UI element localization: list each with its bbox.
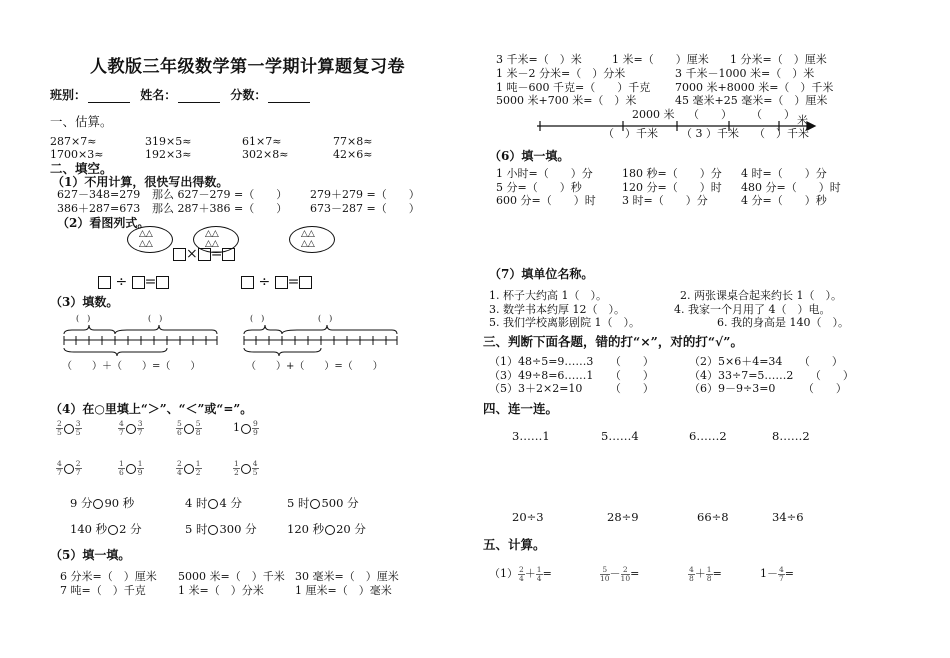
brace-label: ( ) bbox=[318, 314, 333, 323]
estimate-cell: 42×6≈ bbox=[333, 148, 373, 161]
judge-item: （3）49÷8=6……1 （ ） bbox=[489, 369, 654, 382]
q7-item: 4. 我家一个月用了 4（ ）电。 bbox=[674, 303, 831, 316]
fraction-compare: $\frac{1}{6}$ $\frac{1}{9}$ bbox=[119, 459, 143, 477]
numline-bottom-label: （ ）千米 bbox=[754, 127, 809, 140]
brace-label: ( ) bbox=[76, 314, 91, 323]
triangle-icon: △△ bbox=[205, 229, 219, 239]
calc-item: $\frac{5}{10}$ － $\frac{2}{10}$ = bbox=[600, 565, 640, 583]
name-label: 姓名： bbox=[140, 88, 177, 102]
unit-cell: 3 千米=（ ）米 bbox=[496, 53, 582, 66]
q6-cell: 1 小时=（ ）分 bbox=[496, 167, 593, 180]
judge-item: （6）9－9÷3=0 （ ） bbox=[689, 382, 847, 395]
q1-cell: 那么 627－279 =（ ） bbox=[152, 188, 288, 201]
compare-circle[interactable] bbox=[208, 499, 218, 509]
fraction-compare: $\frac{1}{2}$ $\frac{4}{5}$ bbox=[234, 459, 258, 477]
triangle-group bbox=[289, 226, 335, 253]
numline-top-blank[interactable]: （ ） bbox=[688, 108, 732, 121]
q2-multiply-equation bbox=[173, 246, 235, 262]
student-info bbox=[50, 89, 316, 103]
class-blank[interactable] bbox=[88, 91, 130, 103]
q5-cell: 6 分米=（ ）厘米 bbox=[60, 570, 157, 583]
numline-top-blank[interactable]: （ ） bbox=[751, 108, 795, 121]
triangle-icon: △△ bbox=[301, 239, 315, 249]
page-title: 人教版三年级数学第一学期计算题复习卷 bbox=[90, 57, 405, 77]
divide-sign: ÷ bbox=[258, 274, 271, 290]
match-bottom-item[interactable]: 20÷3 bbox=[512, 510, 544, 524]
estimate-cell: 61×7≈ bbox=[242, 135, 282, 148]
calc-item: $\frac{4}{8}$ ＋ $\frac{1}{8}$ = bbox=[689, 565, 722, 583]
score-blank[interactable] bbox=[268, 91, 310, 103]
match-top-item[interactable]: 8……2 bbox=[772, 429, 810, 443]
calc-label: （1） bbox=[489, 567, 518, 580]
q6-cell: 120 分=（ ）时 bbox=[622, 181, 722, 194]
q5-cell: 7 吨=（ ）千克 bbox=[60, 584, 146, 597]
unit-cell: 1 分米=（ ）厘米 bbox=[730, 53, 827, 66]
brace-label: ( ) bbox=[250, 314, 265, 323]
answer-box[interactable] bbox=[241, 276, 254, 289]
calc-item: $\frac{2}{4}$ ＋ $\frac{1}{4}$ = bbox=[519, 565, 552, 583]
section-5-heading: 五、计算。 bbox=[483, 537, 546, 552]
judge-item: （5）3＋2×2=10 （ ） bbox=[489, 382, 654, 395]
section-2-heading: 二、填空。 bbox=[50, 161, 113, 176]
q6-cell: 600 分=（ ）时 bbox=[496, 194, 596, 207]
numline-arrow-label: 米 bbox=[797, 114, 808, 127]
q1-cell: 那么 287＋386 =（ ） bbox=[152, 202, 288, 215]
multiply-sign: × bbox=[186, 246, 198, 262]
fraction-compare: $\frac{4}{7}$ $\frac{3}{7}$ bbox=[119, 419, 143, 437]
estimate-cell: 287×7≈ bbox=[50, 135, 97, 148]
triangle-group bbox=[127, 226, 173, 253]
q2-divide-equation bbox=[241, 274, 312, 290]
equals-sign: = bbox=[210, 246, 223, 262]
unit-cell: 3 千米－1000 米=（ ）米 bbox=[675, 67, 815, 80]
compare-circle[interactable] bbox=[184, 424, 194, 434]
q7-item: 3. 数学书本约厚 12（ ）。 bbox=[489, 303, 625, 316]
q5-cell: 5000 米=（ ）千米 bbox=[178, 570, 285, 583]
compare-circle[interactable] bbox=[241, 424, 251, 434]
q2-label: （2）看图列式。 bbox=[57, 216, 150, 230]
brace-label: ( ) bbox=[148, 314, 163, 323]
q1-cell: 279＋279 =（ ） bbox=[310, 188, 420, 201]
compare-circle[interactable] bbox=[241, 464, 251, 474]
compare-circle[interactable] bbox=[325, 525, 335, 535]
answer-box[interactable] bbox=[299, 276, 312, 289]
unit-cell: 1 吨－600 千克=（ ）千克 bbox=[496, 81, 651, 94]
triangle-icon: △△ bbox=[139, 229, 153, 239]
q3-formula-1: （ ）＋（ ）=（ ） bbox=[62, 361, 201, 372]
compare-circle[interactable] bbox=[126, 424, 136, 434]
q1-cell: 627－348=279 bbox=[57, 188, 141, 201]
compare-circle[interactable] bbox=[108, 525, 118, 535]
answer-box[interactable] bbox=[156, 276, 169, 289]
match-top-item[interactable]: 5……4 bbox=[601, 429, 639, 443]
time-compare: 5 时 500 分 bbox=[287, 496, 359, 510]
triangle-icon: △△ bbox=[301, 229, 315, 239]
q7-item: 2. 两张课桌合起来约长 1（ ）。 bbox=[680, 289, 842, 302]
unit-cell: 7000 米+8000 米=（ ）千米 bbox=[675, 81, 834, 94]
q7-item: 5. 我们学校离影剧院 1（ ）。 bbox=[489, 316, 640, 329]
equals-sign: = bbox=[144, 274, 157, 290]
match-bottom-item[interactable]: 66÷8 bbox=[697, 510, 729, 524]
compare-circle[interactable] bbox=[93, 499, 103, 509]
time-compare: 9 分 90 秒 bbox=[70, 496, 135, 510]
q1-cell: 386＋287=673 bbox=[57, 202, 141, 215]
answer-box[interactable] bbox=[222, 248, 235, 261]
judge-item: （2）5×6＋4=34 （ ） bbox=[689, 355, 843, 368]
q6-cell: 180 秒=（ ）分 bbox=[622, 167, 722, 180]
q5-cell: 1 米=（ ）分米 bbox=[178, 584, 264, 597]
calc-item: 1－ $\frac{4}{7}$ = bbox=[760, 565, 794, 583]
numline-top-label: 2000 米 bbox=[632, 108, 675, 121]
compare-circle[interactable] bbox=[64, 424, 74, 434]
q7-item: 6. 我的身高是 140（ ）。 bbox=[717, 316, 849, 329]
q6-cell: 3 时=（ ）分 bbox=[622, 194, 708, 207]
class-label: 班别： bbox=[50, 88, 87, 102]
unit-cell: 5000 米+700 米=（ ）米 bbox=[496, 94, 637, 107]
unit-cell: 1 米=（ ）厘米 bbox=[612, 53, 709, 66]
time-compare: 140 秒 2 分 bbox=[70, 522, 142, 536]
section-3-heading: 三、判断下面各题，错的打“×”，对的打“√”。 bbox=[483, 334, 743, 349]
estimate-cell: 302×8≈ bbox=[242, 148, 289, 161]
q6-cell: 4 分=（ ）秒 bbox=[741, 194, 827, 207]
estimate-cell: 1700×3≈ bbox=[50, 148, 104, 161]
q6-cell: 5 分=（ ）秒 bbox=[496, 181, 582, 194]
match-bottom-item[interactable]: 28÷9 bbox=[607, 510, 639, 524]
unit-cell: 1 米－2 分米=（ ）分米 bbox=[496, 67, 626, 80]
q7-label: （7）填单位名称。 bbox=[489, 267, 594, 281]
answer-box[interactable] bbox=[173, 248, 186, 261]
judge-item: （4）33÷7=5……2 （ ） bbox=[689, 369, 854, 382]
q6-cell: 480 分=（ ）时 bbox=[741, 181, 841, 194]
q1-cell: 673－287 =（ ） bbox=[310, 202, 420, 215]
q4-label: （4）在○里填上“＞”、“＜”或“=”。 bbox=[50, 402, 253, 416]
compare-circle[interactable] bbox=[126, 464, 136, 474]
time-compare: 5 时 300 分 bbox=[185, 522, 257, 536]
q3-label: （3）填数。 bbox=[50, 295, 119, 309]
divide-sign: ÷ bbox=[115, 274, 128, 290]
fraction-compare: $\frac{5}{6}$ $\frac{5}{8}$ bbox=[177, 419, 201, 437]
estimate-cell: 77×8≈ bbox=[333, 135, 373, 148]
time-compare: 4 时 4 分 bbox=[185, 496, 242, 510]
fraction-compare: $\frac{4}{7}$ $\frac{2}{7}$ bbox=[57, 459, 81, 477]
fraction-compare: $\frac{2}{4}$ $\frac{1}{2}$ bbox=[177, 459, 201, 477]
unit-cell: 45 毫米+25 毫米=（ ）厘米 bbox=[675, 94, 828, 107]
q5-label: （5）填一填。 bbox=[50, 548, 131, 562]
fraction-compare: $\frac{2}{5}$ $\frac{3}{5}$ bbox=[57, 419, 81, 437]
estimate-cell: 319×5≈ bbox=[145, 135, 192, 148]
q2-divide-equation bbox=[98, 274, 169, 290]
fraction-compare: 1 $\frac{9}{9}$ bbox=[233, 419, 258, 437]
compare-circle[interactable] bbox=[64, 464, 74, 474]
match-top-item[interactable]: 6……2 bbox=[689, 429, 727, 443]
section-4-heading: 四、连一连。 bbox=[483, 401, 559, 416]
q3-formula-2: （ ）+（ ）=（ ） bbox=[246, 361, 383, 372]
answer-box[interactable] bbox=[132, 276, 145, 289]
answer-box[interactable] bbox=[98, 276, 111, 289]
numline-bottom-label: （ ）千米 bbox=[603, 127, 658, 140]
q5-cell: 30 毫米=（ ）厘米 bbox=[295, 570, 399, 583]
q5-cell: 1 厘米=（ ）毫米 bbox=[295, 584, 392, 597]
judge-item: （1）48÷5=9……3 （ ） bbox=[489, 355, 654, 368]
q6-cell: 4 时=（ ）分 bbox=[741, 167, 827, 180]
triangle-icon: △△ bbox=[139, 239, 153, 249]
q6-label: （6）填一填。 bbox=[489, 149, 570, 163]
q7-item: 1. 杯子大约高 1（ ）。 bbox=[489, 289, 607, 302]
time-compare: 120 秒 20 分 bbox=[287, 522, 366, 536]
compare-circle[interactable] bbox=[208, 525, 218, 535]
triangle-icon: △△ bbox=[205, 239, 219, 249]
compare-circle[interactable] bbox=[310, 499, 320, 509]
answer-box[interactable] bbox=[198, 248, 211, 261]
name-blank[interactable] bbox=[178, 91, 220, 103]
equals-sign: = bbox=[287, 274, 300, 290]
estimate-cell: 192×3≈ bbox=[145, 148, 192, 161]
match-bottom-item[interactable]: 34÷6 bbox=[772, 510, 804, 524]
score-label: 分数： bbox=[230, 88, 267, 102]
match-top-item[interactable]: 3……1 bbox=[512, 429, 550, 443]
compare-circle[interactable] bbox=[184, 464, 194, 474]
answer-box[interactable] bbox=[275, 276, 288, 289]
section-1-heading: 一、估算。 bbox=[50, 114, 113, 129]
q1-label: （1）不用计算，很快写出得数。 bbox=[52, 175, 229, 189]
numline-bottom-label: （ 3 ）千米 bbox=[681, 127, 739, 140]
